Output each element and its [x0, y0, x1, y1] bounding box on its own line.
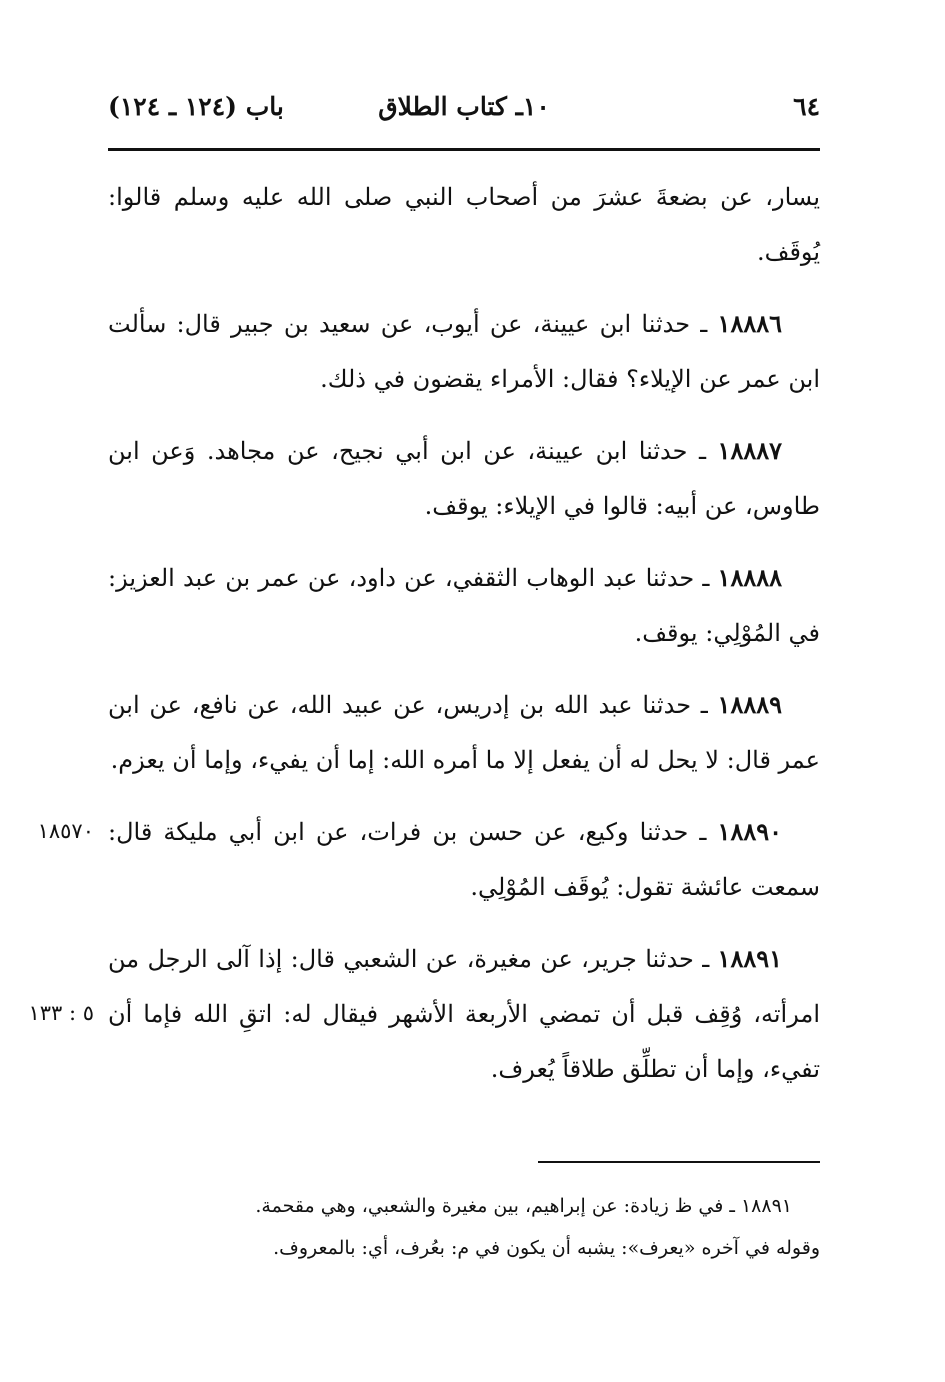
paragraph-text: يسار، عن بضعةَ عشرَ من أصحاب النبي صلى الله عليه وسلم قالوا: يُوقَف.: [108, 183, 820, 266]
footnotes: [108, 1185, 820, 1269]
hadith-number: ١٨٨٨٧: [717, 436, 782, 465]
margin-cross-reference: ١٨٥٧٠: [37, 819, 94, 843]
hadith-text: ـ حدثنا جرير، عن مغيرة، عن الشعبي قال: إذا آلى الرجل من امرأته، وُقِف قبل أن تمضي الأربعة الأشهر فيقال له: اتقِ الله فإما أن تفيء، وإما أن تطلِّق طلاقاً يُعرف.: [108, 945, 820, 1083]
section-title: باب (١٢٤ ـ ١٢٤): [108, 92, 284, 121]
hadith-18891: [28, 931, 820, 1097]
hadith-text: ـ حدثنا وكيع، عن حسن بن فرات، عن ابن أبي مليكة قال: سمعت عائشة تقول: يُوقَف المُوْلِي.: [108, 818, 820, 901]
hadith-number: ١٨٨٨٩: [717, 690, 782, 719]
hadith-number: ١٨٨٨٨: [717, 563, 782, 592]
margin-volume-reference: ٥ : ١٣٣: [28, 1001, 94, 1025]
hadith-18890: [37, 804, 820, 915]
hadith-18887: [108, 423, 820, 534]
page-header: [108, 88, 820, 132]
hadith-18889: [108, 677, 820, 788]
chapter-title: ١٠ـ كتاب الطلاق: [378, 92, 550, 121]
body-text: [28, 170, 820, 1113]
paragraph-continuation: [108, 170, 820, 280]
hadith-text: ـ حدثنا ابن عيينة، عن أيوب، عن سعيد بن جبير قال: سألت ابن عمر عن الإيلاء؟ فقال: الأمراء يقضون في ذلك.: [108, 310, 820, 393]
hadith-18888: [108, 550, 820, 661]
hadith-number: ١٨٨٨٦: [717, 309, 782, 338]
hadith-text: ـ حدثنا عبد الله بن إدريس، عن عبيد الله، عن نافع، عن ابن عمر قال: لا يحل له أن يفعل إلا ما أمره الله: إما أن يفيء، وإما أن يعزم.: [108, 691, 820, 774]
hadith-text: ـ حدثنا ابن عيينة، عن ابن أبي نجيح، عن مجاهد. وَعن ابن طاوس، عن أبيه: قالوا في الإيلاء: يوقف.: [108, 437, 820, 520]
hadith-18886: [108, 296, 820, 407]
hadith-number: ١٨٨٩١: [717, 944, 782, 973]
hadith-number: ١٨٨٩٠: [717, 817, 782, 846]
footnote-line: وقوله في آخره «يعرف»: يشبه أن يكون في م: بعُرف، أي: بالمعروف.: [273, 1237, 820, 1259]
page-number: ٦٤: [793, 92, 820, 121]
hadith-text: ـ حدثنا عبد الوهاب الثقفي، عن داود، عن عمر بن عبد العزيز: في المُوْلِي: يوقف.: [108, 564, 820, 647]
header-rule: [108, 148, 820, 151]
footnote-rule: [538, 1161, 820, 1163]
footnote-line: ١٨٨٩١ ـ في ظ زيادة: عن إبراهيم، بين مغيرة والشعبي، وهي مقحمة.: [255, 1195, 792, 1217]
